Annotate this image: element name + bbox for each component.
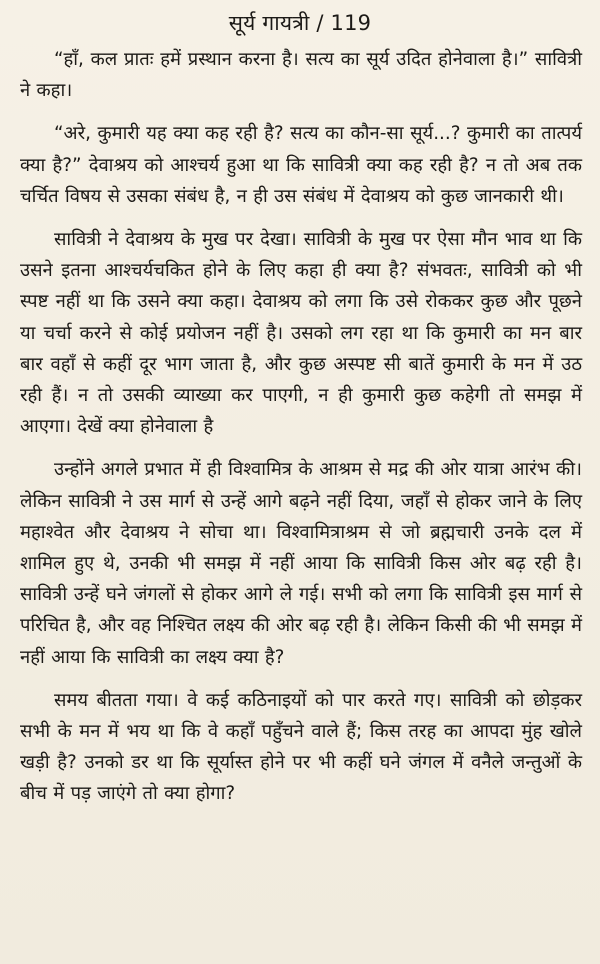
paragraph: सावित्री ने देवाश्रय के मुख पर देखा। सावित्री के मुख पर ऐसा मौन भाव था कि उसने इतना आश्चर्यचकित होने के लिए कहा ही क्या है? संभवतः, सावित्री को भी स्पष्ट नहीं था कि उसने क्या कहा। देवाश्रय को लगा कि उसे रोककर कुछ और पूछने या चर्चा करने से कोई प्रयोजन नहीं है। उसको लग रहा था कि कुमारी का मन बार बार वहाँ से कहीं दूर भाग जाता है, और कुछ अस्पष्ट सी बातें कुमारी के मन में उठ रही हैं। न तो उसकी व्याख्या कर पाएगी, न ही कुमारी कुछ कहेगी तो समझ में आएगा। देखें क्या होनेवाला है — [20, 229, 582, 438]
paragraph: समय बीतता गया। वे कई कठिनाइयों को पार करते गए। सावित्री को छोड़कर सभी के मन में भय था कि वे कहाँ पहुँचने वाले हैं; किस तरह का आपदा मुंह खोले खड़ी है? उनको डर था कि सूर्यास्त होने पर भी कहीं घने जंगल में वनैले जन्तुओं के बीच में पड़ जाएंगे तो क्या होगा? — [20, 689, 582, 805]
header-separator: / — [316, 11, 331, 35]
paragraph: “हाँ, कल प्रातः हमें प्रस्थान करना है। सत्य का सूर्य उदित होनेवाला है।” सावित्री ने कहा। — [20, 49, 582, 102]
paragraph: “अरे, कुमारी यह क्या कह रही है? सत्य का कौन-सा सूर्य...? कुमारी का तात्पर्य क्या है?” देवाश्रय को आश्चर्य हुआ था कि सावित्री क्या कह रही है? न तो अब तक चर्चित विषय से उसका संबंध है, न ही उस संबंध में देवाश्रय को कुछ जानकारी थी। — [20, 123, 582, 207]
header-title: सूर्य गायत्री — [228, 11, 310, 35]
body-text — [20, 44, 582, 810]
page-number: 119 — [330, 11, 372, 35]
paragraph: उन्होंने अगले प्रभात में ही विश्वामित्र के आश्रम से मद्र की ओर यात्रा आरंभ की। लेकिन सावित्री ने उस मार्ग से उन्हें आगे बढ़ने नहीं दिया, जहाँ से होकर जाने के लिए महाश्वेत और देवाश्रय ने सोचा था। विश्वामित्राश्रम से जो ब्रह्मचारी उनके दल में शामिल हुए थे, उनकी भी समझ में नहीं आया कि सावित्री किस ओर बढ़ रही है। सावित्री उन्हें घने जंगलों से होकर आगे ले गई। सभी को लगा कि सावित्री इस मार्ग से परिचित है, और वह निश्चित लक्ष्य की ओर बढ़ रही है। लेकिन किसी की भी समझ में नहीं आया कि सावित्री का लक्ष्य क्या है? — [20, 459, 582, 668]
running-header — [0, 6, 600, 40]
